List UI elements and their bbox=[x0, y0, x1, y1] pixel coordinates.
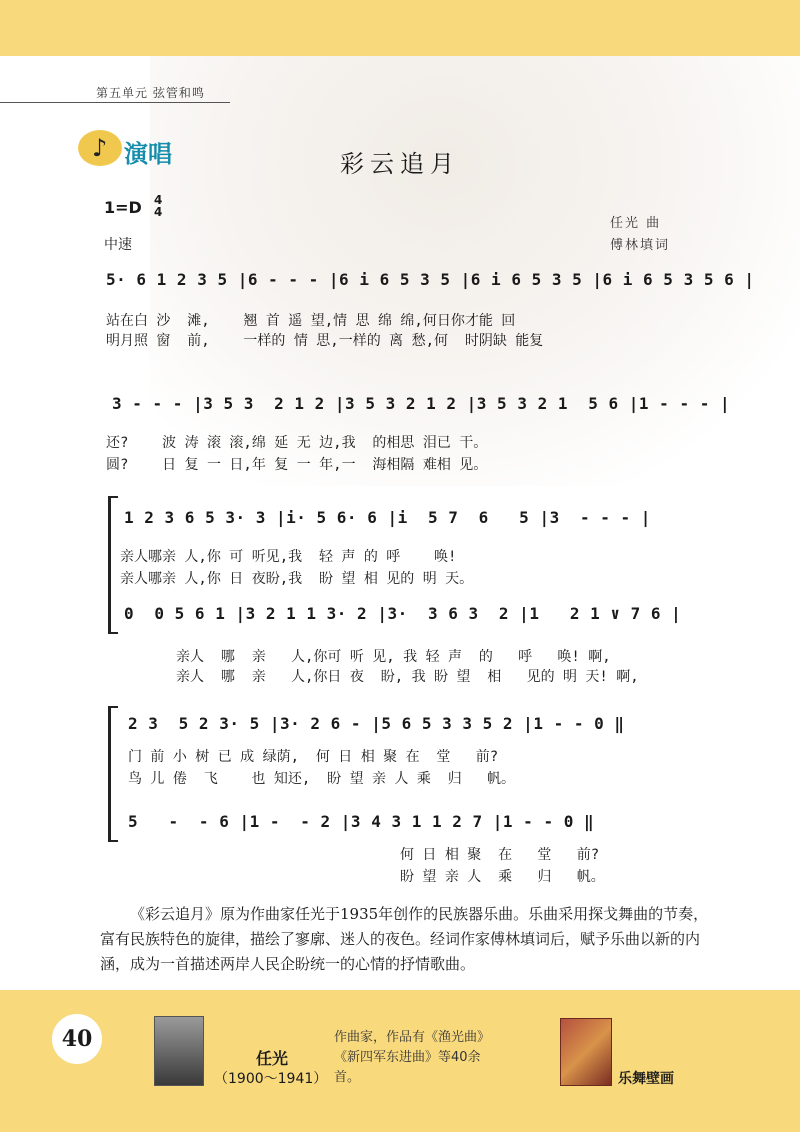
composer-description: 作曲家，作品有《渔光曲》《新四军东进曲》等40余首。 bbox=[334, 1030, 491, 1085]
lyrics-line-4a: 亲人 哪 亲 人,你可 听 见, 我 轻 声 的 呼 唤! 啊, bbox=[176, 649, 611, 665]
composer-credit: 任光 曲 bbox=[610, 216, 662, 231]
lyrics-line-4b: 亲人 哪 亲 人,你日 夜 盼, 我 盼 望 相 见的 明 天! 啊, bbox=[176, 669, 639, 685]
singer-icon: ♪ bbox=[92, 134, 108, 162]
composer-name: 任光 bbox=[256, 1049, 289, 1068]
top-banner bbox=[0, 0, 800, 56]
lyrics-line-2a: 还? 波 涛 滚 滚,绵 延 无 边,我 的相思 泪已 干。 bbox=[106, 435, 488, 451]
lyricist-credit: 傅林填词 bbox=[610, 238, 671, 253]
bracket-top-1 bbox=[108, 496, 118, 498]
time-signature bbox=[154, 194, 162, 218]
lyrics-line-3a: 亲人哪亲 人,你 可 听见,我 轻 声 的 呼 唤! bbox=[120, 549, 457, 565]
lyrics-line-5b: 鸟 儿 倦 飞 也 知还, 盼 望 亲 人 乘 归 帆。 bbox=[128, 771, 516, 787]
song-title: 彩云追月 bbox=[340, 150, 460, 178]
composer-dates: （1900～1941） bbox=[214, 1071, 328, 1087]
meter-bottom: 4 bbox=[154, 205, 163, 219]
bracket-bottom-2 bbox=[108, 840, 118, 842]
mural-caption: 乐舞壁画 bbox=[618, 1071, 674, 1087]
lyrics-line-6b: 盼 望 亲 人 乘 归 帆。 bbox=[400, 869, 605, 885]
score-line-1: 5· 6 1 2 3 5 |6 - - - |6 i 6 5 3 5 |6 i 6 5 3 5 |6 i 6 5 3 5 6 | bbox=[106, 270, 755, 289]
lyrics-line-3b: 亲人哪亲 人,你 日 夜盼,我 盼 望 相 见的 明 天。 bbox=[120, 571, 474, 587]
key-signature: 1=D bbox=[104, 198, 142, 217]
tempo-marking: 中速 bbox=[104, 237, 132, 253]
score-line-5: 2 3 5 2 3· 5 |3· 2 6 - |5 6 5 3 3 5 2 |1 - - 0 ‖ bbox=[128, 714, 625, 733]
score-line-3: 1 2 3 6 5 3· 3 |i· 5 6· 6 |i 5 7 6 5 |3 - - - | bbox=[124, 508, 651, 527]
lyrics-line-6a: 何 日 相 聚 在 堂 前? bbox=[400, 847, 600, 863]
description-paragraph: 《彩云追月》原为作曲家任光于1935年创作的民族器乐曲。乐曲采用探戈舞曲的节奏，富有民族特色的旋律，描绘了寥廓、迷人的夜色。经词作家傅林填词后，赋予乐曲以新的内涵，成为一首描述两岸人民企盼统一的心情的抒情歌曲。 bbox=[100, 905, 709, 973]
bracket-top-2 bbox=[108, 706, 118, 708]
bracket-bottom-1 bbox=[108, 632, 118, 634]
lyrics-line-5a: 门 前 小 树 已 成 绿荫, 何 日 相 聚 在 堂 前? bbox=[128, 749, 499, 765]
badge-label: 演唱 bbox=[124, 140, 172, 168]
lyrics-line-1b: 明月照 窗 前, 一样的 情 思,一样的 离 愁,何 时阴缺 能复 bbox=[106, 333, 544, 349]
lyrics-line-1a: 站在白 沙 滩, 翘 首 遥 望,情 思 绵 绵,何日你才能 回 bbox=[106, 313, 516, 329]
unit-header: 第五单元 弦管和鸣 bbox=[96, 86, 205, 100]
page-number: 40 bbox=[52, 1014, 102, 1064]
header-divider bbox=[0, 102, 230, 103]
score-line-4: 0 0 5 6 1 |3 2 1 1 3· 2 |3· 3 6 3 2 |1 2 1 ∨ 7 6 | bbox=[124, 604, 682, 623]
system-bracket-2 bbox=[108, 706, 111, 842]
system-bracket-1 bbox=[108, 496, 111, 634]
mural-image bbox=[560, 1018, 612, 1086]
lyrics-line-2b: 圆? 日 复 一 日,年 复 一 年,一 海相隔 难相 见。 bbox=[106, 457, 488, 473]
meter-top: 4 bbox=[154, 193, 163, 207]
score-line-2: 3 - - - |3 5 3 2 1 2 |3 5 3 2 1 2 |3 5 3 2 1 5 6 |1 - - - | bbox=[112, 394, 731, 413]
score-line-6: 5 - - 6 |1 - - 2 |3 4 3 1 1 2 7 |1 - - 0 ‖ bbox=[128, 812, 595, 831]
composer-portrait bbox=[154, 1016, 204, 1086]
